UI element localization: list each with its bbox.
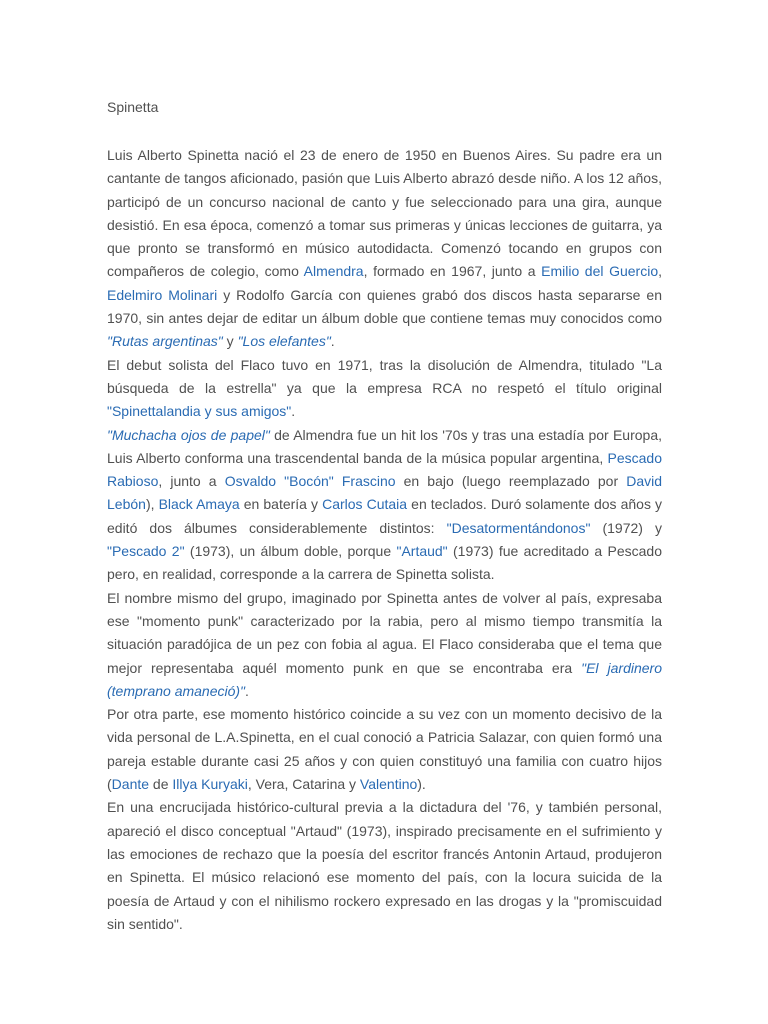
paragraph-text: . bbox=[330, 333, 335, 350]
paragraph-text: . bbox=[245, 682, 249, 699]
link-muchacha-ojos-de-papel[interactable]: "Muchacha ojos de papel" bbox=[107, 426, 270, 443]
link-dante[interactable]: Dante bbox=[111, 776, 150, 793]
link-black-amaya[interactable]: Black Amaya bbox=[158, 496, 240, 513]
link-valentino[interactable]: Valentino bbox=[359, 776, 418, 793]
paragraph-text: y bbox=[222, 333, 238, 350]
paragraph-5 bbox=[107, 703, 662, 796]
paragraph-text: (1973) fue acreditado a Pescado pero, en realidad, corresponde a la carrera de Spinetta solista. bbox=[107, 543, 662, 583]
link-rutas-argentinas[interactable]: "Rutas argentinas" bbox=[107, 333, 223, 350]
link-desatormentandonos[interactable]: "Desatormentándonos" bbox=[446, 519, 591, 536]
article-body bbox=[107, 144, 662, 936]
paragraph-text: , bbox=[658, 263, 662, 280]
paragraph-text: , formado en 1967, junto a bbox=[363, 263, 542, 280]
paragraph-3 bbox=[107, 424, 662, 587]
paragraph-text: , junto a bbox=[158, 473, 225, 490]
paragraph-text: en bajo (luego reemplazado por bbox=[395, 473, 627, 490]
link-edelmiro-molinari[interactable]: Edelmiro Molinari bbox=[107, 286, 218, 303]
paragraph-text: y Rodolfo García con quienes grabó dos discos hasta separarse en 1970, sin antes dejar de editar un álbum doble que contiene temas muy conocidos como bbox=[107, 286, 662, 327]
link-artaud[interactable]: "Artaud" bbox=[396, 543, 448, 560]
paragraph-text: ), bbox=[145, 496, 159, 513]
paragraph-1 bbox=[107, 144, 662, 354]
paragraph-text: Por otra parte, ese momento histórico coincide a su vez con un momento decisivo de la vida personal de L.A.Spinetta, en el cual conoció a Patricia Salazar, con quien formó una pareja estable durante casi 25 años y con quien constituyó una familia con cuatro hijos ( bbox=[107, 706, 662, 793]
paragraph-text: de Almendra fue un hit los '70s y tras una estadía por Europa, Luis Alberto conforma una trascendental banda de la música popular argentina, bbox=[107, 426, 662, 466]
paragraph-2 bbox=[107, 354, 662, 424]
paragraph-6 bbox=[107, 796, 662, 936]
paragraph-text: en batería y bbox=[239, 496, 323, 513]
paragraph-text: (1972) y bbox=[590, 519, 662, 536]
link-illya-kuryaki[interactable]: Illya Kuryaki bbox=[172, 776, 248, 793]
document-title: Spinetta bbox=[107, 99, 159, 115]
link-spinettalandia[interactable]: "Spinettalandia y sus amigos" bbox=[107, 403, 292, 420]
paragraph-text: en teclados. Duró solamente dos años y editó dos álbumes considerablemente distintos: bbox=[107, 496, 663, 536]
link-david-lebon[interactable]: David Lebón bbox=[107, 473, 663, 513]
link-carlos-cutaia[interactable]: Carlos Cutaia bbox=[322, 496, 408, 513]
paragraph-text: El debut solista del Flaco tuvo en 1971, tras la disolución de Almendra, titulado "La búsqueda de la estrella" ya que la empresa RCA no respetó el título original bbox=[107, 356, 662, 396]
paragraph-4 bbox=[107, 587, 662, 703]
paragraph-text: Luis Alberto Spinetta nació el 23 de enero de 1950 en Buenos Aires. Su padre era un cantante de tangos aficionado, pasión que Luis Alberto abrazó desde niño. A los 12 años, participó de un concurso nacional de canto y fue seleccionado para una gira, aunque desistió. En esa época, comenzó a tomar sus primeras y únicas lecciones de guitarra, ya que pronto se transformó en músico autodidacta. Comenzó tocando en grupos con compañeros de colegio, como bbox=[107, 147, 662, 280]
link-los-elefantes[interactable]: "Los elefantes" bbox=[237, 333, 331, 350]
link-el-jardinero[interactable]: "El jardinero (temprano amaneció)" bbox=[107, 659, 662, 699]
link-pescado-rabioso[interactable]: Pescado Rabioso bbox=[107, 449, 662, 490]
link-pescado-2[interactable]: "Pescado 2" bbox=[107, 543, 185, 560]
paragraph-text: (1973), un álbum doble, porque bbox=[184, 543, 397, 560]
paragraph-text: ). bbox=[417, 776, 426, 793]
link-emilio-del-guercio[interactable]: Emilio del Guercio bbox=[541, 263, 659, 280]
paragraph-text: El nombre mismo del grupo, imaginado por Spinetta antes de volver al país, expresaba ese "momento punk" caracterizado por la rabia, pero al mismo tiempo transmitía la situación paradójica de un pez con fobia al agua. El Flaco consideraba que el tema que mejor representaba aquél momento punk en que se encontraba era bbox=[107, 589, 662, 676]
link-almendra[interactable]: Almendra bbox=[303, 263, 364, 280]
paragraph-text: En una encrucijada histórico-cultural previa a la dictadura del '76, y también personal, apareció el disco conceptual "Artaud" (1973), inspirado precisamente en el sufrimiento y las emociones de rechazo que la poesía del escritor francés Antonin Artaud, produjeron en Spinetta. El músico relacionó ese momento del país, con la locura suicida de la poesía de Artaud y con el nihilismo rockero expresado en las drogas y la "promiscuidad sin sentido". bbox=[107, 799, 662, 932]
paragraph-text: . bbox=[291, 403, 296, 420]
link-osvaldo-frascino[interactable]: Osvaldo "Bocón" Frascino bbox=[224, 473, 396, 490]
paragraph-text: , Vera, Catarina y bbox=[247, 776, 360, 793]
paragraph-text: de bbox=[149, 776, 173, 793]
